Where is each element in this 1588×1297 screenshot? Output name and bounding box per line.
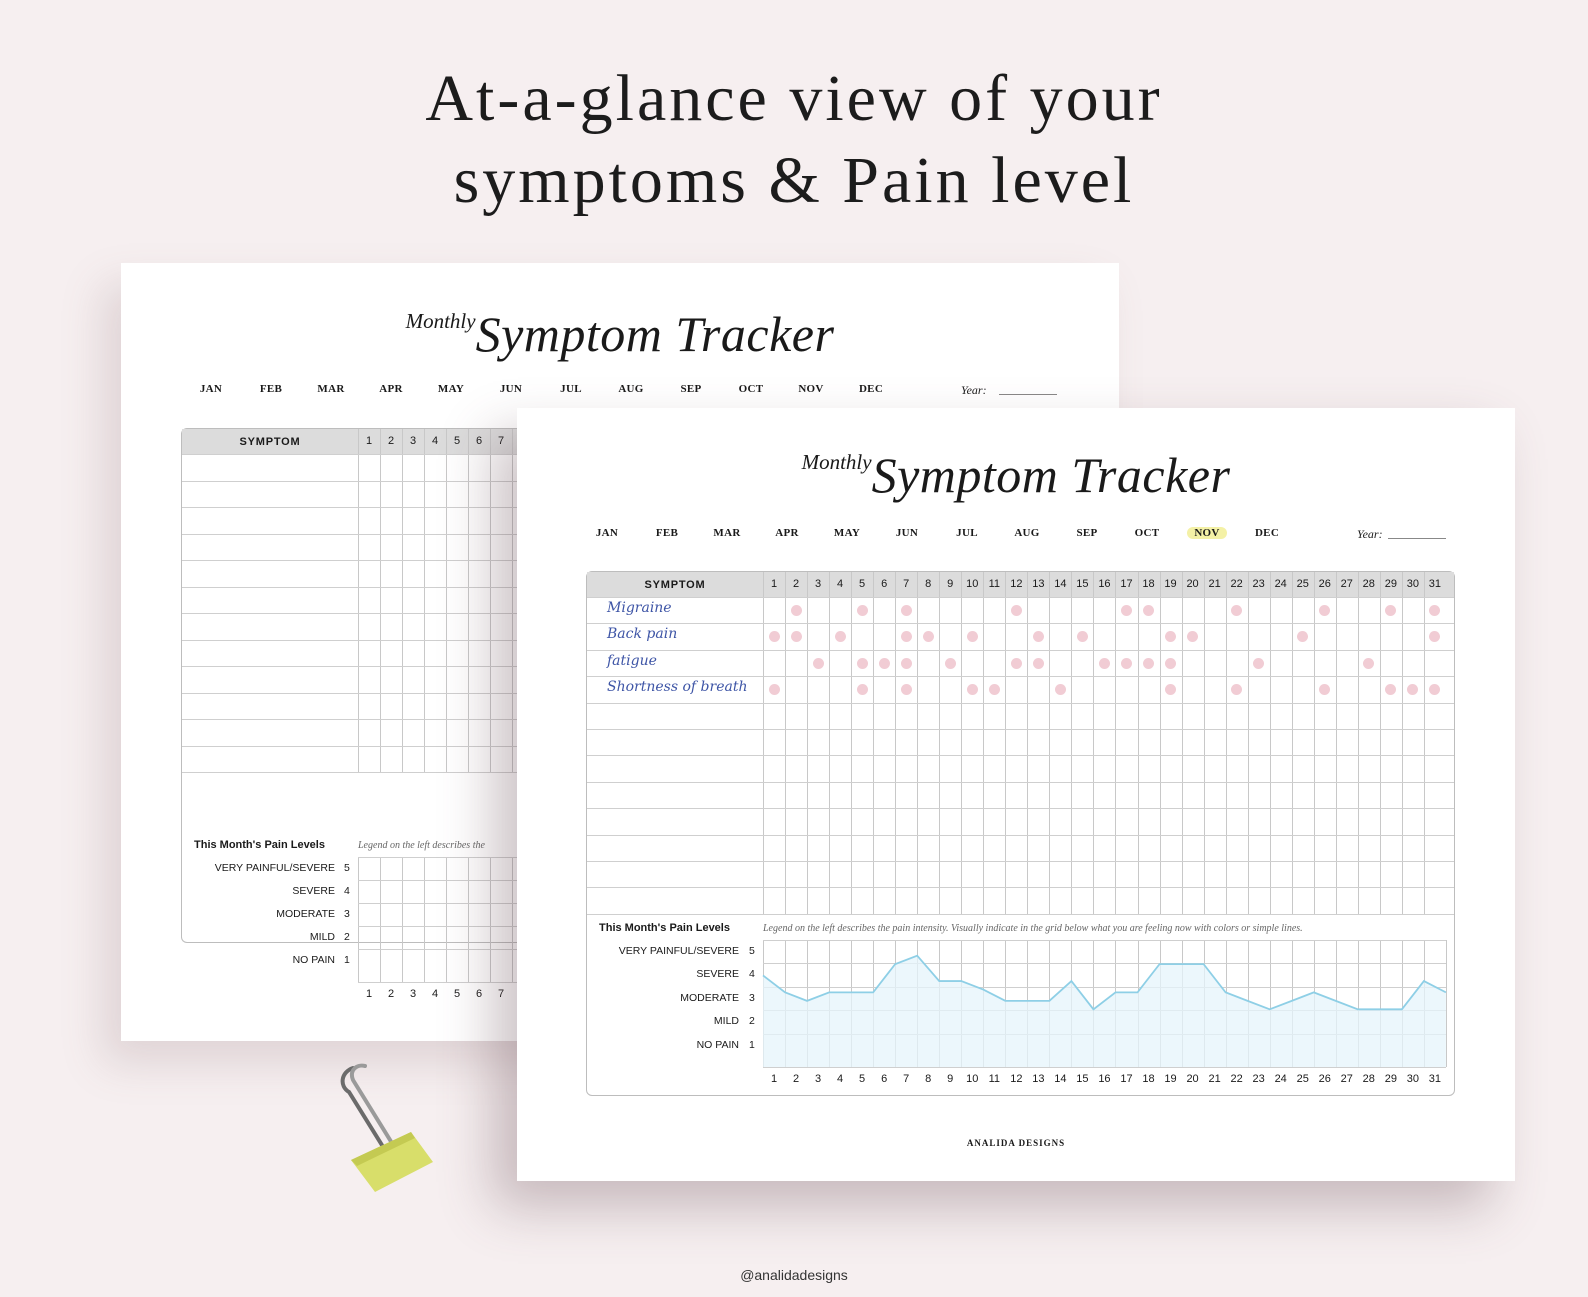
pain-day-label-3: 3	[409, 988, 417, 1000]
month-aug[interactable]: AUG	[618, 383, 644, 395]
pain-day-label-13: 13	[1032, 1073, 1045, 1085]
symptom-dot	[1011, 658, 1022, 669]
pain-day-label-1: 1	[365, 988, 373, 1000]
month-apr[interactable]: APR	[775, 527, 799, 539]
symptom-dot	[1231, 684, 1242, 695]
month-jan[interactable]: JAN	[595, 527, 619, 539]
pain-column-line	[358, 857, 359, 982]
symptom-dot	[1121, 605, 1132, 616]
pain-day-label-19: 19	[1164, 1073, 1177, 1085]
title-monthly: Monthly	[801, 450, 872, 474]
symptom-entry: fatigue	[607, 652, 657, 669]
grid-row-line	[587, 623, 1454, 624]
front-tracker-sheet	[517, 408, 1515, 1181]
pain-levels-legend: Legend on the left describes the	[358, 840, 485, 851]
pain-column-line	[446, 857, 447, 982]
day-header-12: 12	[1010, 578, 1023, 590]
back-year-label: Year:	[961, 383, 987, 397]
symptom-dot	[813, 658, 824, 669]
pain-level-label: MILD	[713, 1015, 739, 1028]
pain-level-value: 4	[749, 968, 755, 981]
symptom-dot	[835, 631, 846, 642]
grid-row-line	[587, 676, 1454, 677]
pain-day-label-16: 16	[1098, 1073, 1111, 1085]
grid-row-line	[587, 755, 1454, 756]
symptom-dot	[1099, 658, 1110, 669]
day-header-8: 8	[925, 578, 932, 590]
pain-row-line	[763, 1067, 1446, 1068]
day-header-4: 4	[837, 578, 844, 590]
day-header-5: 5	[453, 435, 461, 447]
symptom-dot	[1363, 658, 1374, 669]
day-header-27: 27	[1340, 578, 1353, 590]
day-header-24: 24	[1274, 578, 1287, 590]
month-jun[interactable]: JUN	[499, 383, 523, 395]
month-jan[interactable]: JAN	[199, 383, 223, 395]
pain-level-value: 2	[749, 1015, 755, 1028]
headline-line2: symptoms & Pain level	[453, 144, 1135, 217]
symptom-header: SYMPTOM	[239, 436, 301, 448]
grid-row-line	[587, 861, 1454, 862]
pain-day-label-4: 4	[431, 988, 439, 1000]
day-header-11: 11	[988, 578, 1001, 590]
symptom-dot	[769, 684, 780, 695]
day-header-3: 3	[814, 578, 822, 590]
pain-day-label-28: 28	[1362, 1073, 1375, 1085]
title-symptom-tracker: Symptom Tracker	[475, 306, 835, 362]
day-header-1: 1	[365, 435, 373, 447]
pain-day-label-6: 6	[881, 1073, 888, 1085]
symptom-entry: Migraine	[607, 600, 672, 616]
pain-day-label-10: 10	[966, 1073, 979, 1085]
symptom-dot	[1143, 658, 1154, 669]
month-sep[interactable]: SEP	[680, 383, 702, 395]
symptom-dot	[791, 631, 802, 642]
month-may[interactable]: MAY	[437, 383, 465, 395]
symptom-dot	[1385, 605, 1396, 616]
symptom-dot	[1121, 658, 1132, 669]
day-header-3: 3	[409, 435, 417, 447]
symptom-dot	[901, 658, 912, 669]
day-header-5: 5	[859, 578, 866, 590]
pain-column-line	[512, 857, 513, 982]
pain-level-label: SEVERE	[696, 968, 739, 981]
symptom-dot	[1319, 684, 1330, 695]
day-header-2: 2	[792, 578, 800, 590]
pain-column-line	[402, 857, 403, 982]
day-header-29: 29	[1384, 578, 1397, 590]
pain-day-label-4: 4	[837, 1073, 844, 1085]
pain-levels-title: This Month's Pain Levels	[194, 839, 325, 851]
pain-level-label: NO PAIN	[292, 954, 335, 966]
day-header-18: 18	[1142, 578, 1155, 590]
grid-row-line	[587, 835, 1454, 836]
pain-level-value: 1	[749, 1038, 755, 1051]
month-nov[interactable]: NOV	[798, 383, 824, 395]
month-dec[interactable]: DEC	[858, 383, 884, 395]
pain-column-line	[490, 857, 491, 982]
symptom-dot	[769, 631, 780, 642]
symptom-dot	[901, 684, 912, 695]
front-year-line	[1388, 538, 1446, 539]
day-header-17: 17	[1120, 578, 1133, 590]
title-monthly: Monthly	[405, 309, 476, 333]
symptom-dot	[1165, 658, 1176, 669]
day-header-26: 26	[1318, 578, 1331, 590]
symptom-dot	[967, 631, 978, 642]
symptom-dot	[1165, 631, 1176, 642]
pain-column-line	[1446, 940, 1447, 1067]
pain-day-label-30: 30	[1406, 1073, 1419, 1085]
pain-column-line	[380, 857, 381, 982]
pain-day-label-14: 14	[1054, 1073, 1067, 1085]
pain-day-label-21: 21	[1208, 1073, 1221, 1085]
pain-day-label-1: 1	[770, 1073, 778, 1085]
pain-level-label: VERY PAINFUL/SEVERE	[618, 945, 739, 957]
pain-level-label: SEVERE	[292, 885, 335, 897]
pain-column-line	[424, 857, 425, 982]
day-header-6: 6	[881, 578, 888, 590]
pain-day-label-22: 22	[1230, 1073, 1243, 1085]
grid-row-line	[587, 782, 1454, 783]
day-header-15: 15	[1076, 578, 1089, 590]
pain-day-label-20: 20	[1186, 1073, 1199, 1085]
pain-level-label: MILD	[309, 931, 335, 943]
pain-day-label-27: 27	[1340, 1073, 1353, 1085]
symptom-dot	[1297, 631, 1308, 642]
pain-day-label-3: 3	[814, 1073, 822, 1085]
pain-day-label-18: 18	[1142, 1073, 1155, 1085]
month-oct[interactable]: OCT	[1134, 527, 1160, 539]
grid-row-line	[587, 597, 1454, 598]
symptom-dot	[1253, 658, 1264, 669]
front-year-label: Year:	[1357, 527, 1383, 541]
month-mar[interactable]: MAR	[713, 527, 741, 539]
day-header-28: 28	[1362, 578, 1375, 590]
month-jul[interactable]: JUL	[956, 527, 978, 539]
symptom-header: SYMPTOM	[644, 579, 706, 591]
pain-day-label-2: 2	[387, 988, 395, 1000]
day-header-23: 23	[1252, 578, 1265, 590]
symptom-dot	[1231, 605, 1242, 616]
symptom-entry: Back pain	[607, 626, 678, 643]
title-symptom-tracker: Symptom Tracker	[871, 447, 1231, 503]
symptom-dot	[1187, 631, 1198, 642]
pain-level-label: VERY PAINFUL/SEVERE	[214, 862, 335, 874]
binder-clip-icon	[335, 1062, 447, 1196]
pain-day-label-15: 15	[1076, 1073, 1089, 1085]
pain-level-label: MODERATE	[680, 991, 739, 1004]
symptom-dot	[879, 658, 890, 669]
pain-day-label-29: 29	[1384, 1073, 1397, 1085]
month-sep[interactable]: SEP	[1076, 527, 1098, 539]
pain-level-value: 5	[749, 945, 755, 957]
pain-day-label-26: 26	[1318, 1073, 1331, 1085]
pain-day-label-12: 12	[1010, 1073, 1023, 1085]
pain-levels-title: This Month's Pain Levels	[599, 922, 730, 934]
symptom-dot	[1077, 631, 1088, 642]
pain-level-label: NO PAIN	[696, 1038, 739, 1051]
brand-footer: ANALIDA DESIGNS	[966, 1138, 1066, 1148]
pain-day-label-2: 2	[792, 1073, 800, 1085]
back-sheet-title	[121, 305, 1119, 363]
symptom-dot	[923, 631, 934, 642]
symptom-dot	[989, 684, 1000, 695]
pain-level-label: MODERATE	[276, 908, 335, 920]
pain-day-label-25: 25	[1296, 1073, 1309, 1085]
symptom-dot	[1033, 631, 1044, 642]
symptom-entry: Shortness of breath	[607, 679, 748, 696]
day-header-25: 25	[1296, 578, 1309, 590]
day-header-7: 7	[497, 435, 505, 447]
symptom-dot	[857, 684, 868, 695]
day-header-31: 31	[1428, 578, 1442, 590]
month-feb[interactable]: FEB	[259, 383, 283, 395]
month-nov[interactable]: NOV	[1187, 527, 1227, 539]
pain-level-value: 1	[344, 954, 350, 966]
month-mar[interactable]: MAR	[317, 383, 345, 395]
pain-day-label-24: 24	[1274, 1073, 1287, 1085]
social-handle[interactable]: @analidadesigns	[740, 1267, 848, 1283]
pain-area	[763, 956, 1446, 1067]
grid-row-line	[587, 703, 1454, 704]
day-header-20: 20	[1186, 578, 1199, 590]
month-aug[interactable]: AUG	[1014, 527, 1040, 539]
day-header-19: 19	[1164, 578, 1177, 590]
symptom-dot	[857, 605, 868, 616]
front-symptom-grid	[586, 571, 1455, 1096]
month-may[interactable]: MAY	[833, 527, 861, 539]
symptom-dot	[901, 631, 912, 642]
pain-level-chart	[763, 940, 1446, 1067]
pain-day-label-9: 9	[947, 1073, 954, 1085]
month-oct[interactable]: OCT	[738, 383, 764, 395]
symptom-dot	[1055, 684, 1066, 695]
pain-column-line	[468, 857, 469, 982]
pain-day-label-7: 7	[903, 1073, 910, 1085]
day-header-16: 16	[1098, 578, 1111, 590]
pain-level-value: 3	[749, 991, 755, 1004]
pain-day-label-5: 5	[453, 988, 461, 1000]
symptom-dot	[1429, 605, 1440, 616]
headline-line1: At-a-glance view of your	[425, 62, 1163, 135]
month-jun[interactable]: JUN	[895, 527, 919, 539]
pain-day-label-6: 6	[475, 988, 483, 1000]
day-header-10: 10	[966, 578, 979, 590]
symptom-dot	[1011, 605, 1022, 616]
day-header-1: 1	[770, 578, 778, 590]
pain-level-value: 3	[344, 908, 350, 920]
pain-levels-legend: Legend on the left describes the pain intensity. Visually indicate in the grid below what you are feeling now with colors or simple lines.	[763, 923, 1303, 934]
symptom-dot	[791, 605, 802, 616]
back-year-line	[999, 394, 1057, 395]
day-header-22: 22	[1230, 578, 1243, 590]
symptom-dot	[1407, 684, 1418, 695]
headline	[0, 58, 1588, 222]
pain-day-label-17: 17	[1120, 1073, 1133, 1085]
day-header-7: 7	[903, 578, 910, 590]
symptom-dot	[1165, 684, 1176, 695]
symptom-dot	[901, 605, 912, 616]
month-feb[interactable]: FEB	[655, 527, 679, 539]
grid-row-line	[587, 729, 1454, 730]
symptom-dot	[1385, 684, 1396, 695]
day-header-2: 2	[387, 435, 395, 447]
pain-level-value: 5	[344, 862, 350, 874]
day-header-14: 14	[1054, 578, 1067, 590]
symptom-dot	[1319, 605, 1330, 616]
front-sheet-title	[517, 446, 1515, 504]
pain-day-label-8: 8	[925, 1073, 932, 1085]
grid-row-line	[587, 887, 1454, 888]
day-header-9: 9	[947, 578, 954, 590]
symptom-dot	[967, 684, 978, 695]
pain-day-label-23: 23	[1252, 1073, 1265, 1085]
month-dec[interactable]: DEC	[1254, 527, 1280, 539]
grid-row-line	[587, 650, 1454, 651]
day-header-6: 6	[475, 435, 483, 447]
symptom-dot	[1429, 684, 1440, 695]
grid-row-line	[587, 808, 1454, 809]
pain-level-value: 2	[344, 931, 350, 943]
day-header-21: 21	[1208, 578, 1221, 590]
symptom-dot	[857, 658, 868, 669]
month-apr[interactable]: APR	[379, 383, 403, 395]
pain-day-label-7: 7	[497, 988, 505, 1000]
month-jul[interactable]: JUL	[560, 383, 582, 395]
pain-day-label-5: 5	[859, 1073, 866, 1085]
day-header-13: 13	[1032, 578, 1045, 590]
pain-day-label-31: 31	[1428, 1073, 1442, 1085]
pain-day-label-11: 11	[988, 1073, 1001, 1085]
symptom-dot	[1143, 605, 1154, 616]
symptom-dot	[1033, 658, 1044, 669]
symptom-dot	[1429, 631, 1440, 642]
symptom-dot	[945, 658, 956, 669]
pain-level-value: 4	[344, 885, 350, 897]
day-header-30: 30	[1406, 578, 1419, 590]
grid-row-line	[587, 914, 1454, 915]
day-header-4: 4	[431, 435, 439, 447]
